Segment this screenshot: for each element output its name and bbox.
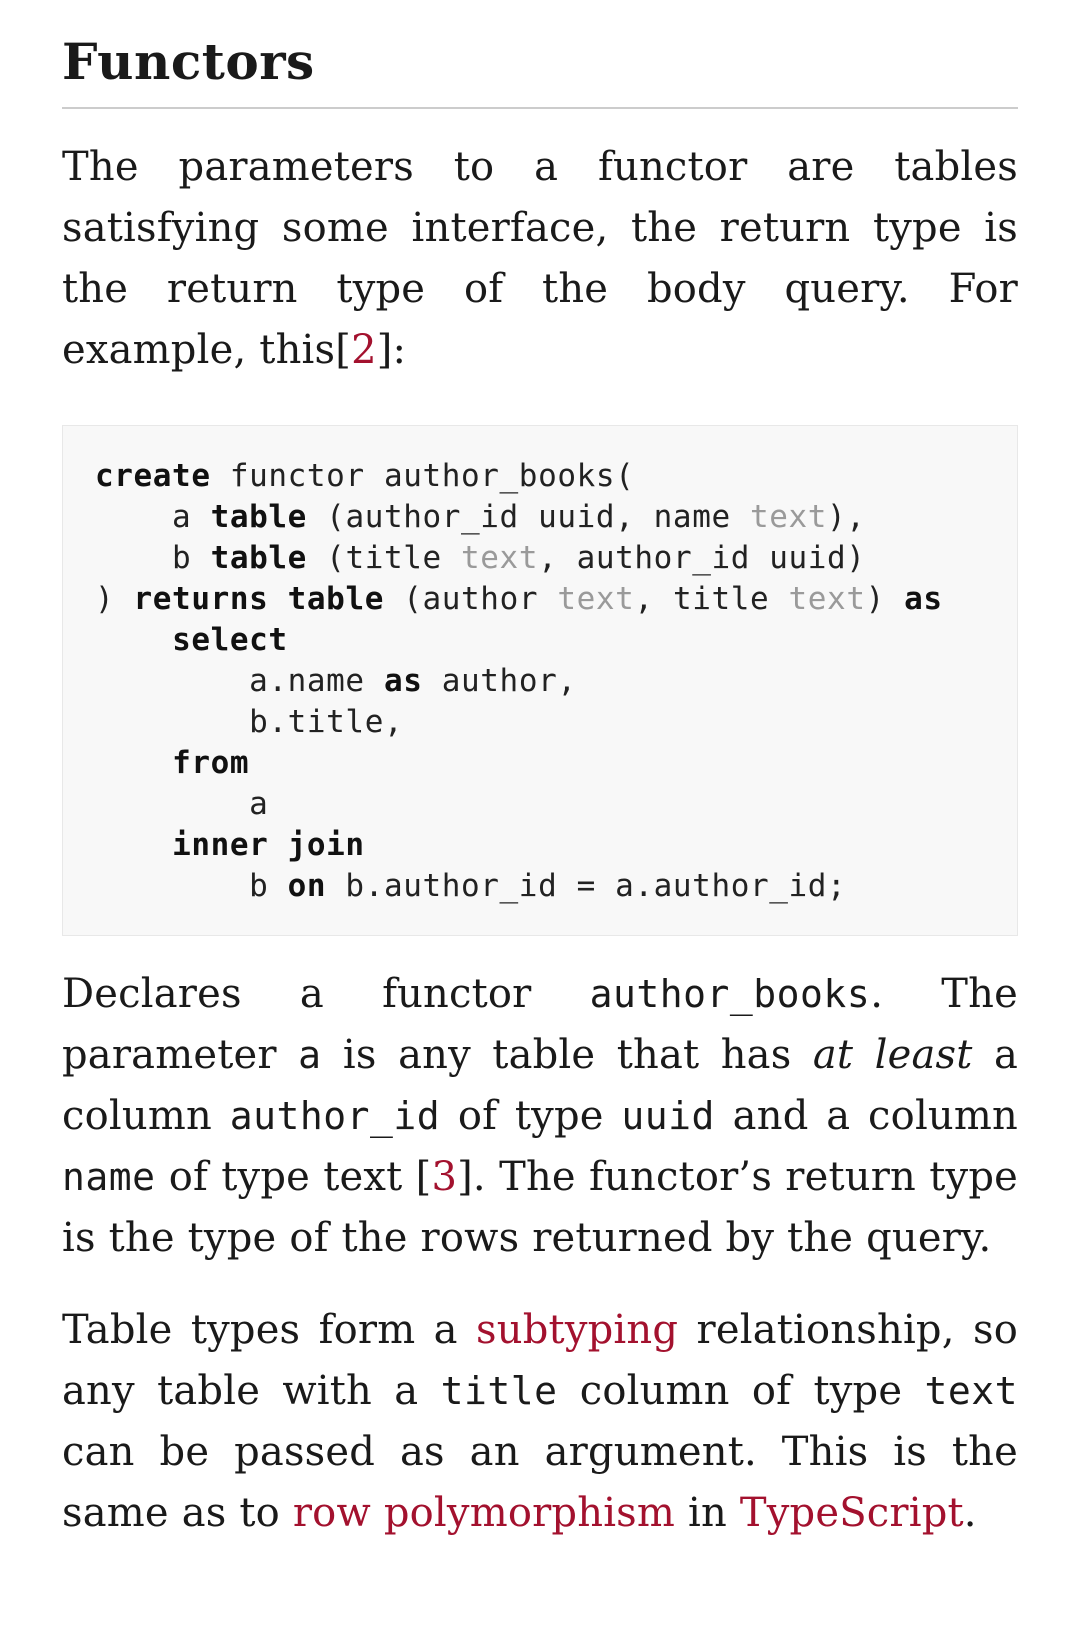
code-line-2: a table (author_id uuid, name text), bbox=[95, 499, 866, 535]
code-line-9: a bbox=[95, 786, 269, 822]
link-typescript[interactable]: TypeScript bbox=[739, 1490, 964, 1536]
text: ]: bbox=[376, 327, 407, 373]
inline-code: text bbox=[924, 1369, 1018, 1413]
text: The parameters to a functor are tables satisfying some interface, the return type is the return type of the body query. For example, this[ bbox=[62, 144, 1018, 373]
code-block bbox=[62, 425, 1018, 936]
inline-code: name bbox=[62, 1155, 156, 1199]
inline-code: a bbox=[298, 1033, 322, 1077]
footnote-ref-2[interactable]: 2 bbox=[351, 327, 377, 373]
code-line-10: inner join bbox=[172, 827, 365, 863]
code-line-6: a.name as author, bbox=[95, 663, 577, 699]
link-row-polymorphism[interactable]: row polymorphism bbox=[292, 1490, 676, 1536]
paragraph-declares: Declares a functor author_books. The parameter a is any table that has at least a column author_id of type uuid and a column name of type text [3]. The functor’s return type is the type of the rows returned by the query. bbox=[62, 971, 1019, 1261]
section-heading: Functors bbox=[62, 34, 1018, 109]
code-line-5: select bbox=[172, 622, 288, 658]
code-line-4: ) returns table (author text, title text) as bbox=[95, 581, 943, 617]
paragraph-intro bbox=[62, 137, 1018, 381]
inline-code: author_id bbox=[229, 1094, 441, 1138]
inline-code: uuid bbox=[621, 1094, 715, 1138]
code-line-3: b table (title text, author_id uuid) bbox=[95, 540, 866, 576]
paragraph-subtyping: Table types form a subtyping relationship, so any table with a title column of type text can be passed as an argument. This is the same as to row polymorphism in TypeScript. bbox=[62, 1307, 1018, 1536]
footnote-ref-3[interactable]: 3 bbox=[431, 1154, 458, 1200]
code-line-1: create functor author_books( bbox=[95, 458, 635, 494]
code-line-7: b.title, bbox=[95, 704, 404, 740]
code-line-11: b on b.author_id = a.author_id; bbox=[95, 868, 847, 904]
link-subtyping[interactable]: subtyping bbox=[476, 1307, 679, 1353]
emphasis: at least bbox=[812, 1032, 973, 1078]
inline-code: author_books bbox=[589, 972, 871, 1016]
inline-code: title bbox=[440, 1369, 558, 1413]
code-line-8: from bbox=[172, 745, 250, 781]
